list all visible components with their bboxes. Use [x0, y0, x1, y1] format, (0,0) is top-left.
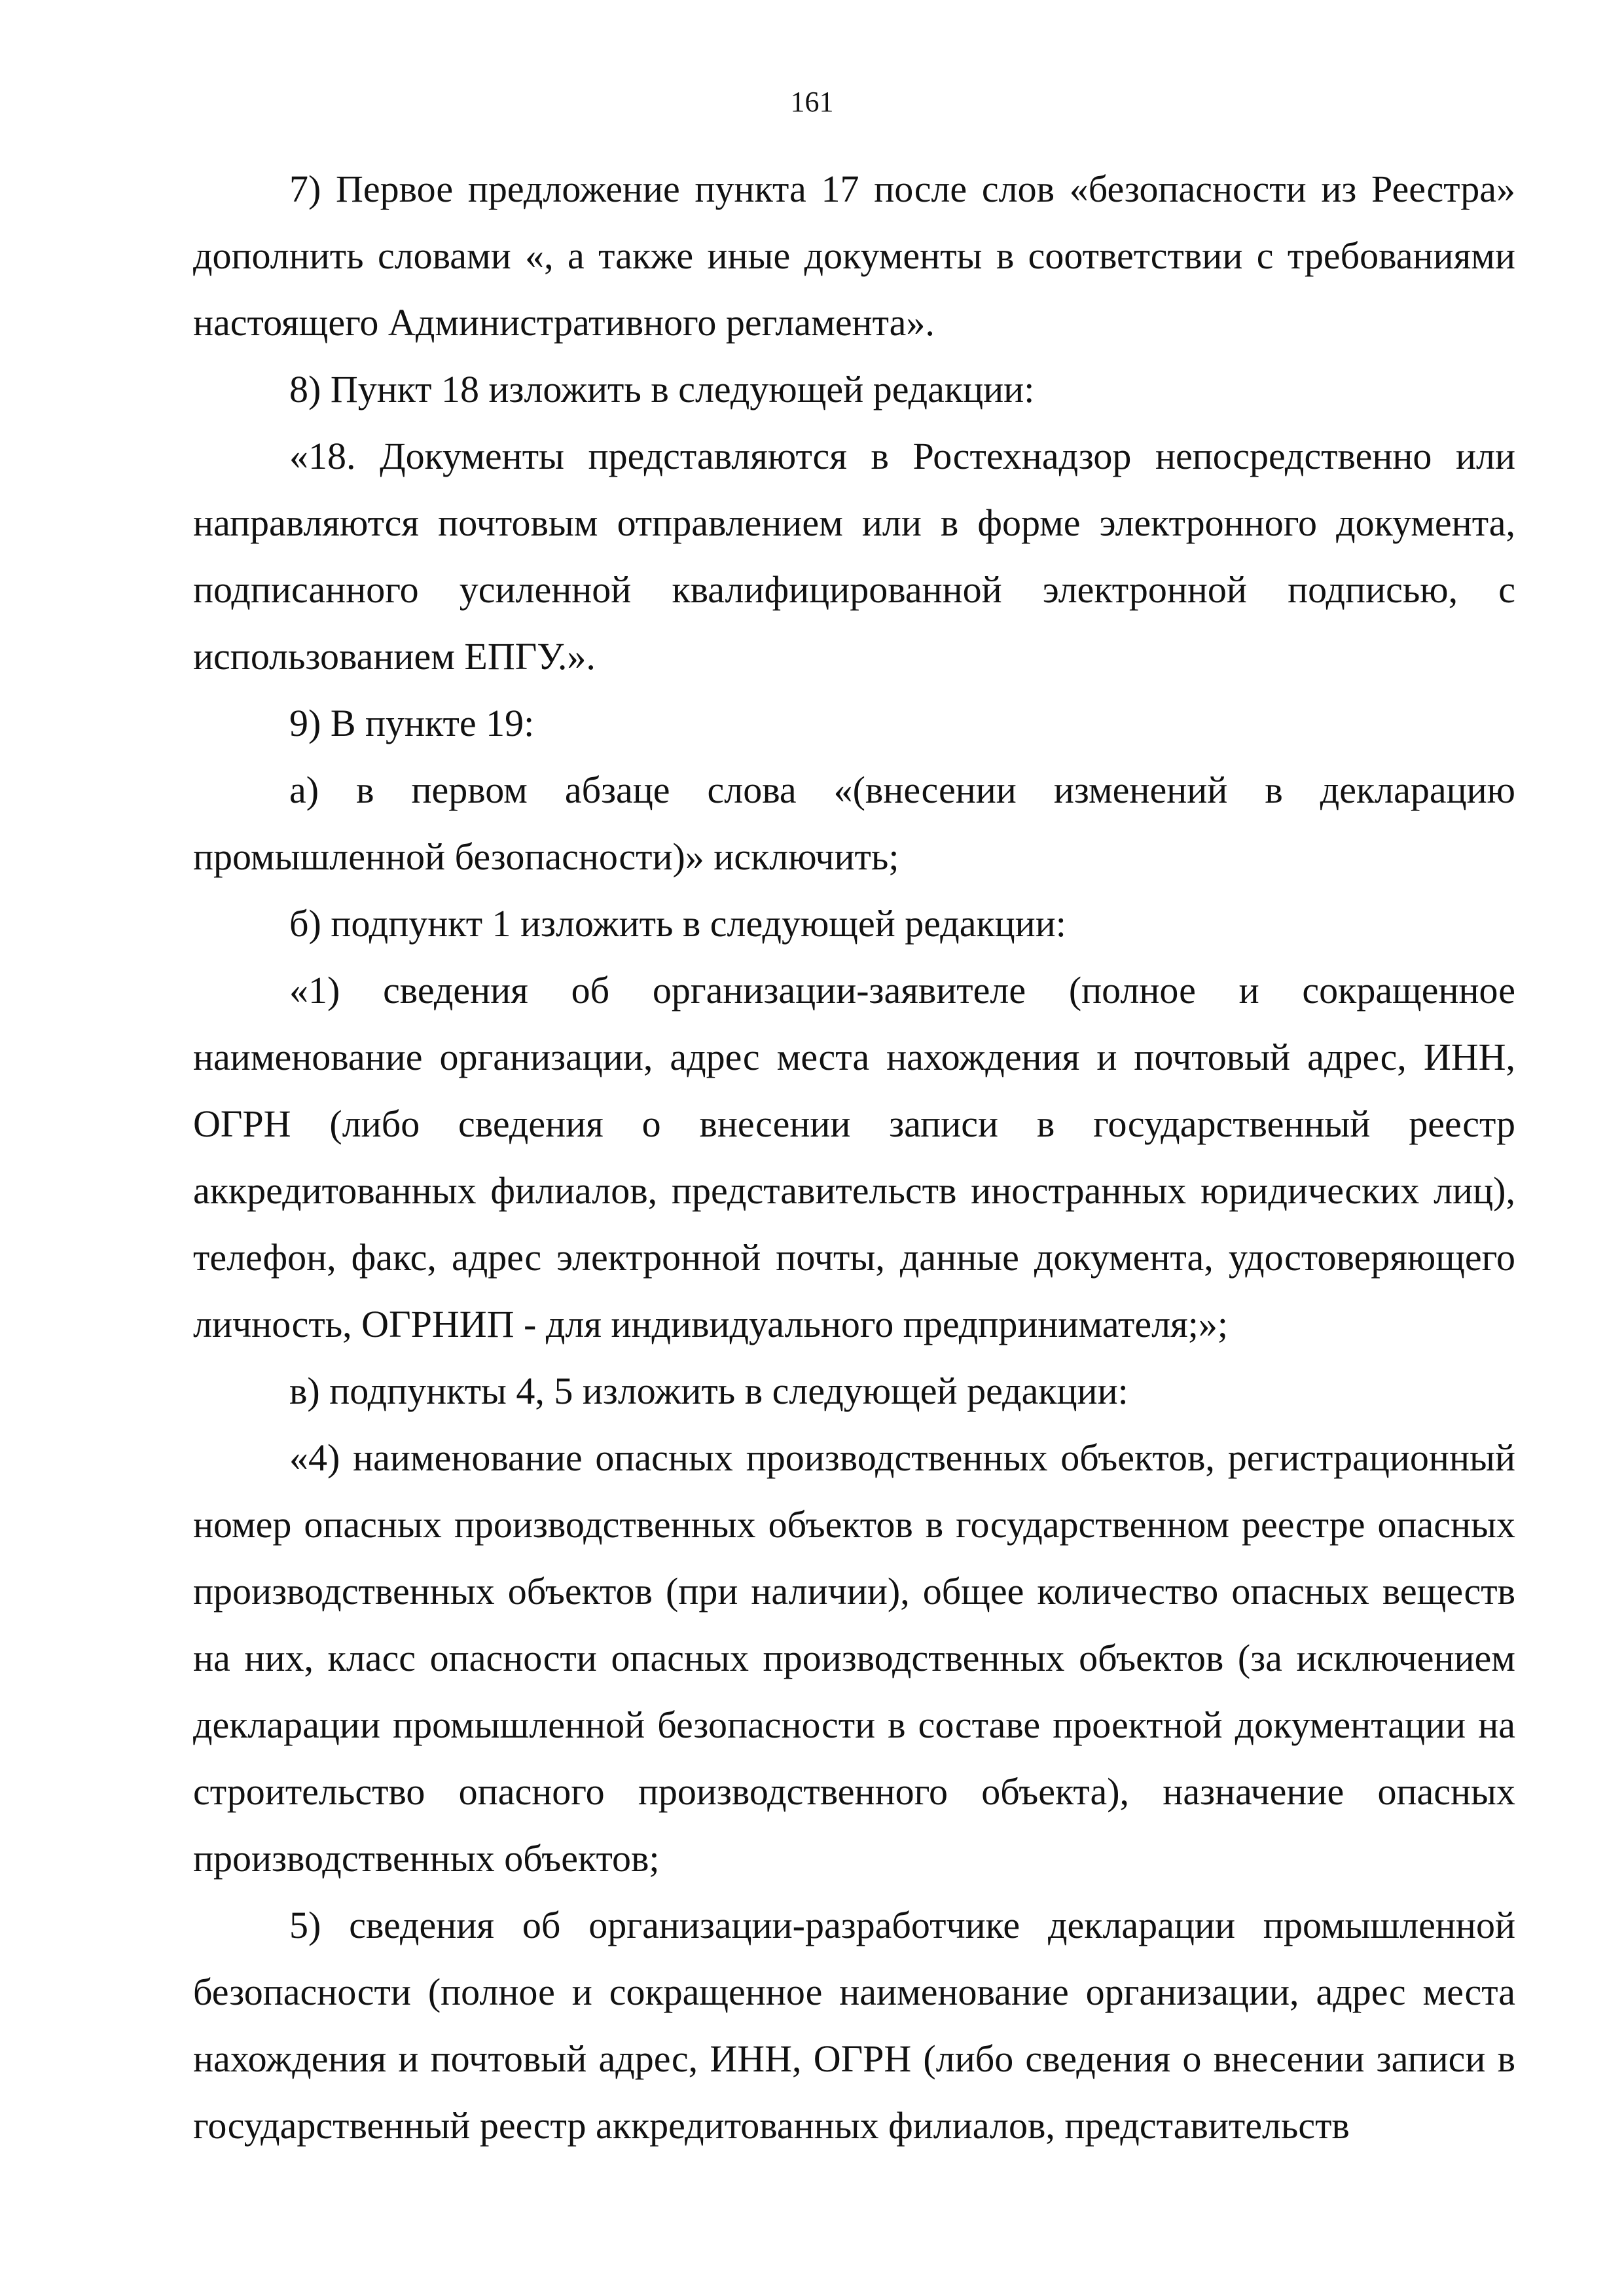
- paragraph-subitem-b: б) подпункт 1 изложить в следующей редакции:: [289, 902, 1066, 945]
- paragraph-subitem-v: в) подпункты 4, 5 изложить в следующей редакции:: [289, 1370, 1128, 1412]
- page-number: 161: [790, 86, 834, 118]
- document-body: [193, 156, 1515, 2159]
- paragraph-quote-4: «4) наименование опасных производственных объектов, регистрационный номер опасных производственных объектов в государственном реестре опасных производственных объектов (при наличии), общее количество опасных веществ на них, класс опасности опасных производственных объектов (за исключением декларации промышленной безопасности в составе проектной документации на строительство опасного производственного объекта), назначение опасных производственных объектов;: [193, 1436, 1515, 1880]
- paragraph-item-8: 8) Пункт 18 изложить в следующей редакции:: [289, 368, 1035, 410]
- paragraph-subitem-a: а) в первом абзаце слова «(внесении изменений в декларацию промышленной безопасности)» исключить;: [193, 769, 1515, 878]
- paragraph-quote-5: 5) сведения об организации-разработчике декларации промышленной безопасности (полное и сокращенное наименование организации, адрес места нахождения и почтовый адрес, ИНН, ОГРН (либо сведения о внесении записи в государственный реестр аккредитованных филиалов, представительств: [193, 1904, 1515, 2147]
- paragraph-quote-18: «18. Документы представляются в Ростехнадзор непосредственно или направляются почтовым отправлением или в форме электронного документа, подписанного усиленной квалифицированной электронной подписью, с использованием ЕПГУ.».: [193, 435, 1515, 678]
- paragraph-quote-1: «1) сведения об организации-заявителе (полное и сокращенное наименование организации, адрес места нахождения и почтовый адрес, ИНН, ОГРН (либо сведения о внесении записи в государственный реестр аккредитованных филиалов, представительств иностранных юридических лиц), телефон, факс, адрес электронной почты, данные документа, удостоверяющего личность, ОГРНИП - для индивидуального предпринимателя;»;: [193, 969, 1515, 1345]
- paragraph-item-7: 7) Первое предложение пункта 17 после слов «безопасности из Реестра» дополнить словами «, а также иные документы в соответствии с требованиями настоящего Административного регламента».: [193, 168, 1515, 344]
- paragraph-item-9: 9) В пункте 19:: [289, 702, 535, 744]
